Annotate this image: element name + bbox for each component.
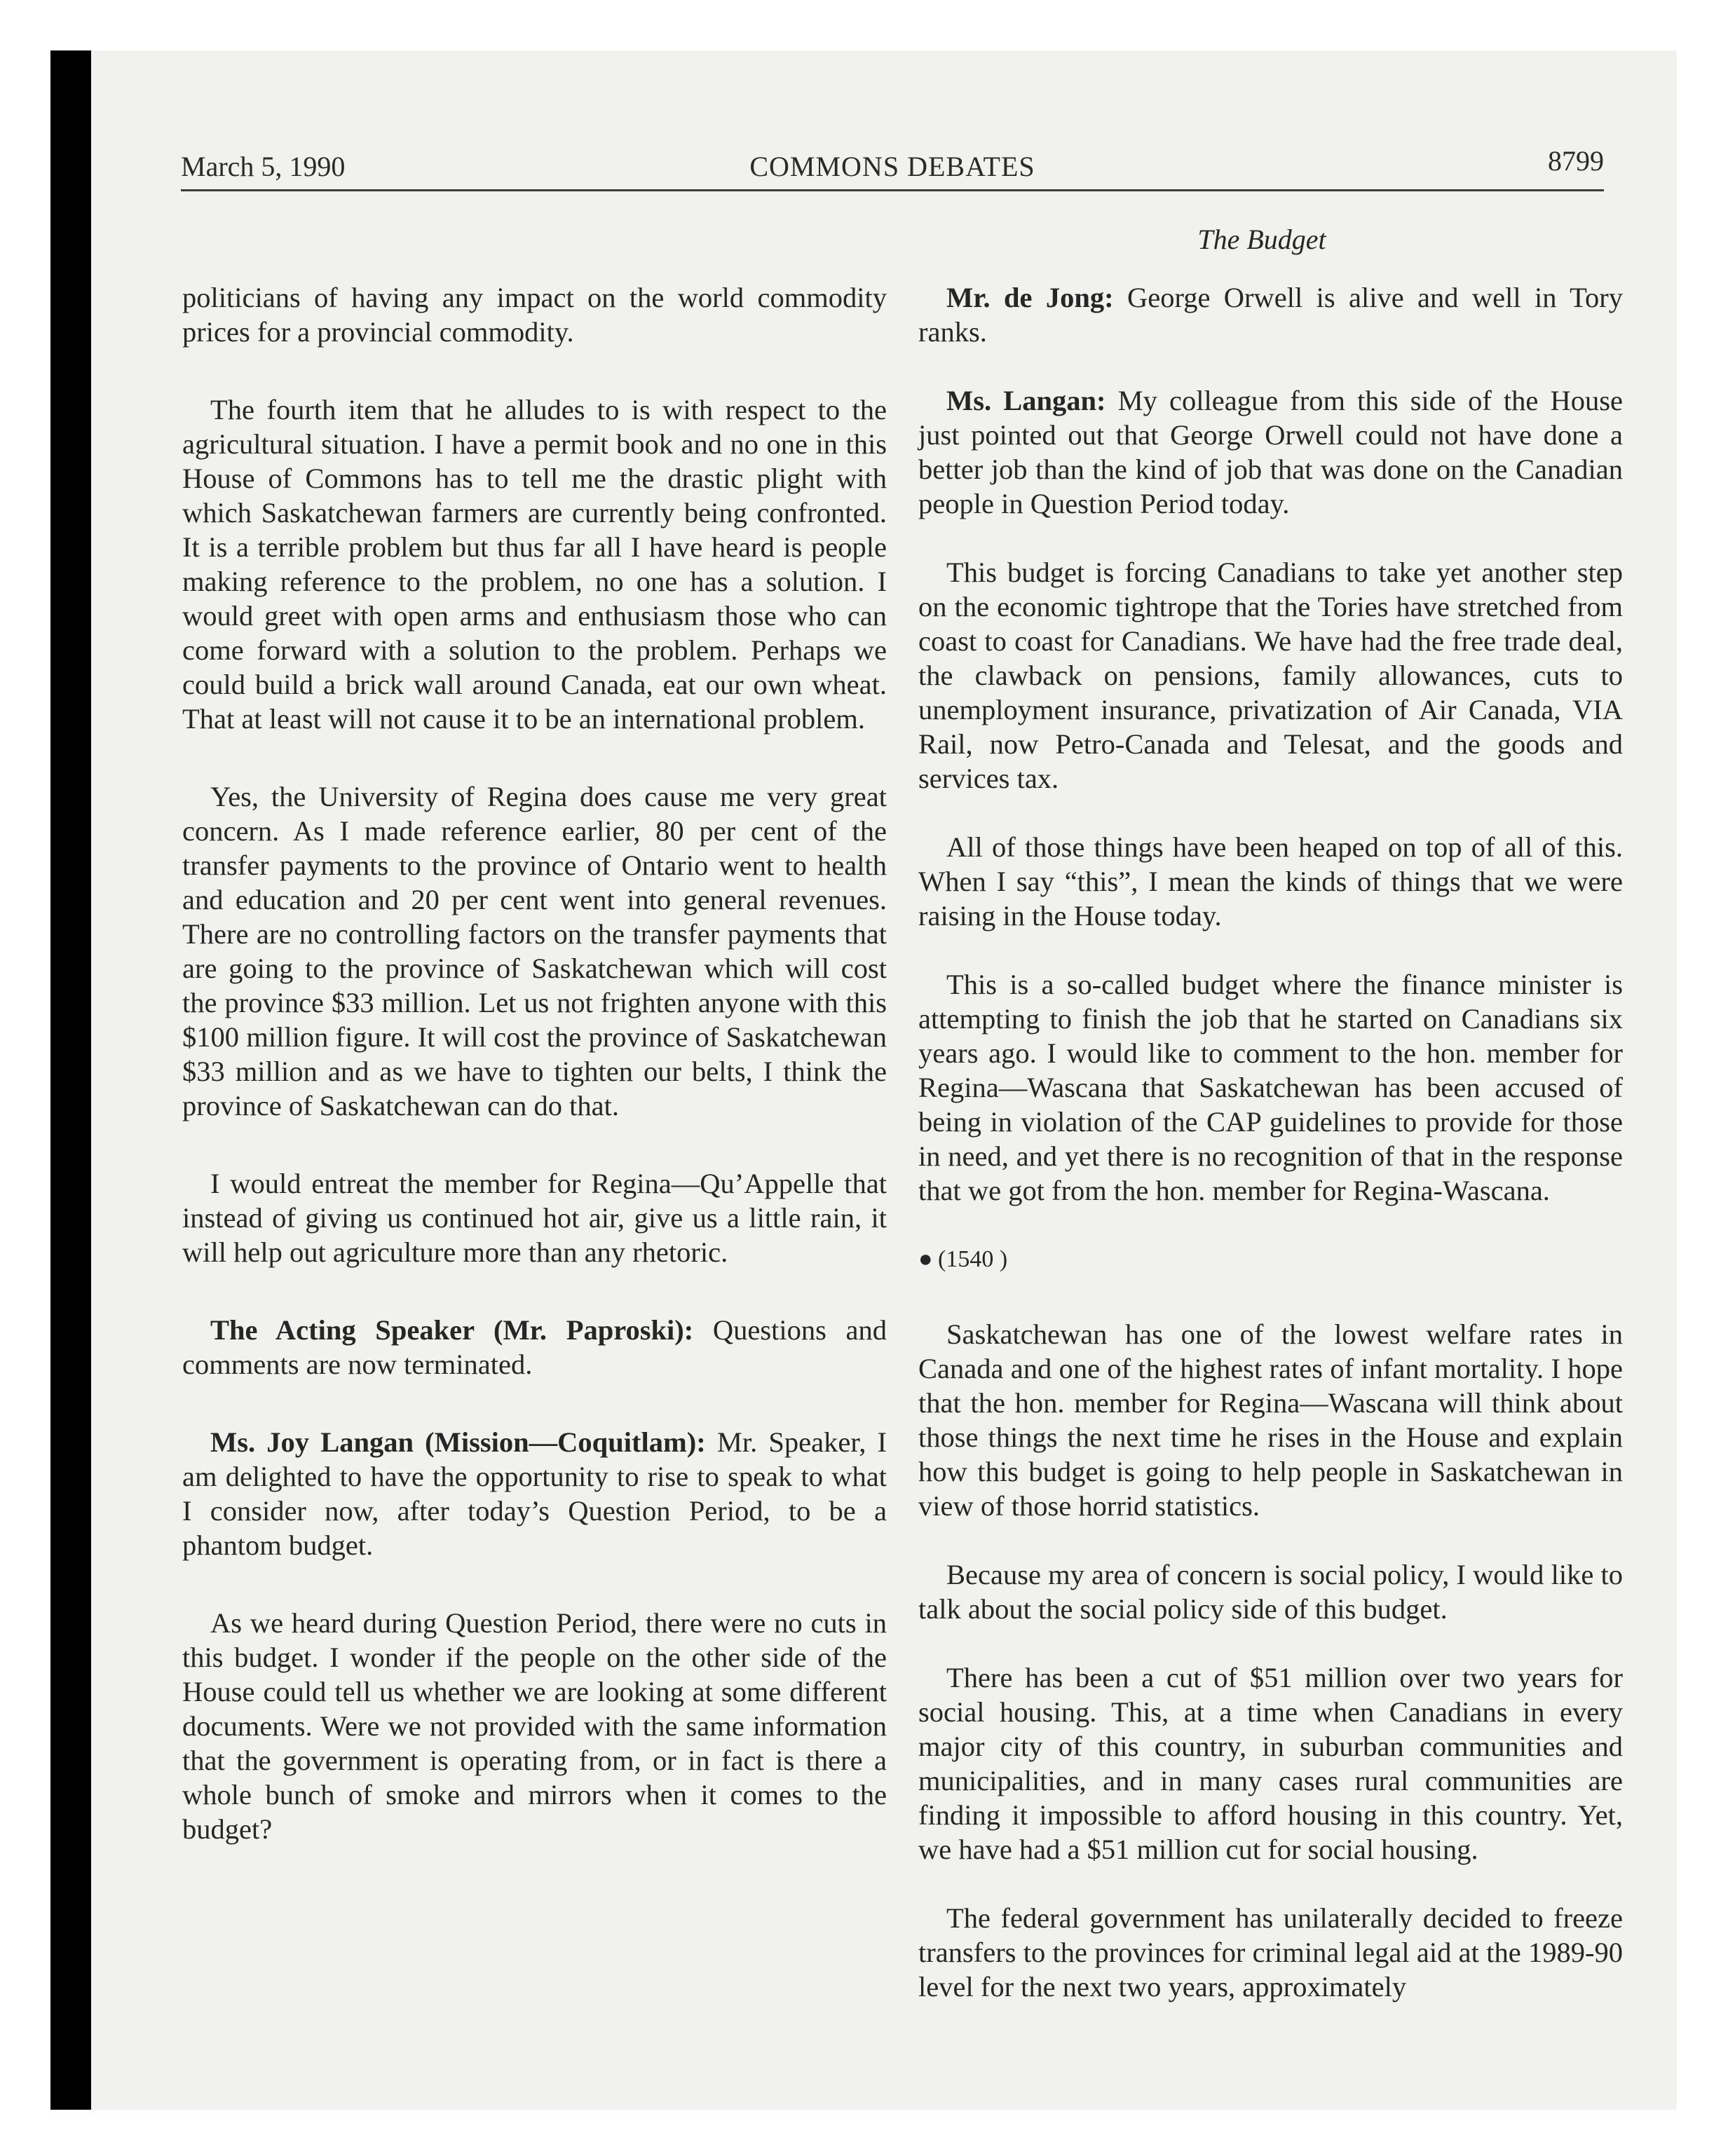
paragraph: The federal government has unilaterally decided to freeze transfers to the provinces for criminal legal aid at the 1989-90 level for the next two years, approximately xyxy=(918,1902,1623,2003)
header-title: COMMONS DEBATES xyxy=(749,151,1035,182)
speaker-name: The Acting Speaker (Mr. Paproski): xyxy=(210,1314,694,1346)
paragraph: Yes, the University of Regina does cause me very great concern. As I made reference earlier, 80 per cent of the transfer payments to the province of Ontario went to health and education and 20 per cent went into general revenues. There are no controlling factors on the transfer payments that are going to the province of Saskatchewan which will cost the province $33 million. Let us not frighten anyone with this $100 million figure. It will cost the province of Saskatchewan $33 million and as we have to tighten our belts, I think the province of Saskatchewan can do that. xyxy=(182,781,887,1121)
speech-paragraph xyxy=(182,1313,887,1381)
header-date: March 5, 1990 xyxy=(181,151,346,182)
time-marker-text: (1540 ) xyxy=(938,1246,1008,1272)
speech-text: Questions and comments are now terminated. xyxy=(182,1314,887,1380)
paragraph: politicians of having any impact on the world commodity prices for a provincial commodity. xyxy=(182,282,887,348)
paragraph: Saskatchewan has one of the lowest welfare rates in Canada and one of the highest rates of infant mortality. I hope that the hon. member for Regina—Wascana will think about those things the next time he rises in the House and explain how this budget is going to help people in Saskatchewan in view of those horrid statistics. xyxy=(918,1318,1623,1522)
paragraph: I would entreat the member for Regina—Qu’Appelle that instead of giving us continued hot air, give us a little rain, it will help out agriculture more than any rhetoric. xyxy=(182,1168,887,1268)
speaker-name: Mr. de Jong: xyxy=(946,282,1114,313)
bullet-icon: ● xyxy=(918,1246,933,1272)
speaker-name: Ms. Joy Langan (Mission—Coquitlam): xyxy=(210,1426,706,1458)
speech-paragraph xyxy=(918,280,1623,349)
time-marker xyxy=(918,1242,1623,1276)
header-rule xyxy=(181,189,1604,191)
header-page-number: 8799 xyxy=(1548,145,1604,177)
scan-binding-edge xyxy=(50,50,91,2110)
paragraph: Because my area of concern is social policy, I would like to talk about the social policy side of this budget. xyxy=(918,1559,1623,1625)
speech-text: My colleague from this side of the House just pointed out that George Orwell could not have done a better job than the kind of job that was done on the Canadian people in Question Period today. xyxy=(918,385,1623,519)
right-column xyxy=(918,280,1623,2038)
paragraph: The fourth item that he alludes to is with respect to the agricultural situation. I have a permit book and no one in this House of Commons has to tell me the drastic plight with which Saskatchewan farmers are currently being confronted. It is a terrible problem but thus far all I have heard is people making reference to the problem, no one has a solution. I would greet with open arms and enthusiasm those who can come forward with a solution to the problem. Perhaps we could build a brick wall around Canada, eat our own wheat. That at least will not cause it to be an international problem. xyxy=(182,394,887,735)
paragraph: There has been a cut of $51 million over two years for social housing. This, at a time when Canadians in every major city of this country, in suburban communities and municipalities, and in many cases rural communities are finding it impossible to afford housing in this country. Yet, we have had a $51 million cut for social housing. xyxy=(918,1662,1623,1865)
paragraph: This is a so-called budget where the finance minister is attempting to finish the job that he started on Canadians six years ago. I would like to comment to the hon. member for Regina—Wascana that Saskatchewan has been accused of being in violation of the CAP guidelines to provide for those in need, and yet there is no recognition of that in the response that we got from the hon. member for Regina-Wascana. xyxy=(918,969,1623,1206)
speech-text: Mr. Speaker, I am delighted to have the opportunity to rise to speak to what I consider now, after today’s Question Period, to be a phantom budget. xyxy=(182,1426,887,1561)
paragraph: As we heard during Question Period, there were no cuts in this budget. I wonder if the people on the other side of the House could tell us whether we are looking at some different documents. Were we not provided with the same information that the government is operating from, or in fact is there a whole bunch of smoke and mirrors when it comes to the budget? xyxy=(182,1607,887,1845)
speech-text: George Orwell is alive and well in Tory ranks. xyxy=(918,282,1624,348)
section-title: The Budget xyxy=(1197,224,1326,255)
page-header xyxy=(181,144,1604,189)
paragraph: All of those things have been heaped on top of all of this. When I say “this”, I mean the kinds of things that we were raising in the House today. xyxy=(918,831,1623,932)
speaker-name: Ms. Langan: xyxy=(946,385,1106,416)
left-column xyxy=(182,280,887,1890)
speech-paragraph xyxy=(182,1425,887,1562)
speech-paragraph xyxy=(918,383,1623,521)
paragraph: This budget is forcing Canadians to take yet another step on the economic tightrope that the Tories have stretched from coast to coast for Canadians. We have had the free trade deal, the clawback on pensions, family allowances, cuts to unemployment insurance, privatization of Air Canada, VIA Rail, now Petro-Canada and Telesat, and the goods and services tax. xyxy=(918,557,1623,794)
